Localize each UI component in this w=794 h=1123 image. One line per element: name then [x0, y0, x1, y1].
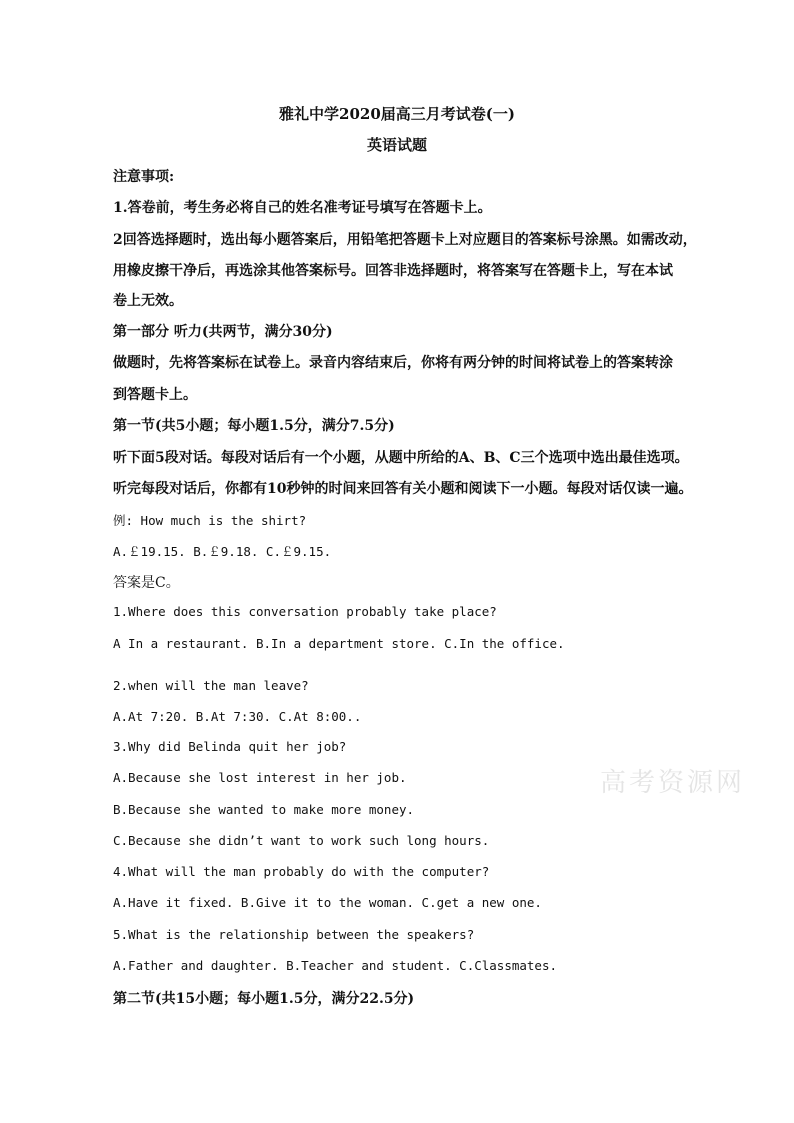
section1-heading: 第一节(共5小题；每小题1.5分，满分7.5分)	[113, 418, 395, 434]
notes-heading: 注意事项:	[113, 169, 175, 185]
exam-subtitle: 英语试题	[366, 136, 427, 154]
part1-intro-line-1: 做题时，先将答案标在试卷上。录音内容结束后，你将有两分钟的时间将试卷上的答案转涂	[113, 355, 673, 371]
watermark: 高考资源网	[600, 768, 746, 798]
question-4: 4.What will the man probably do with the computer?	[113, 864, 490, 879]
question-3-option-b: B.Because she wanted to make more money.	[113, 802, 415, 817]
notes-item-2-line-1: 2回答选择题时，选出每小题答案后，用铅笔把答题卡上对应题目的答案标号涂黑。如需改动，	[113, 232, 697, 248]
example-options: A.￡19.15. B.￡9.18. C.￡9.15.	[113, 544, 332, 559]
question-3-option-c: C.Because she didn’t want to work such long hours.	[113, 833, 490, 848]
question-3-option-a: A.Because she lost interest in her job.	[113, 770, 407, 785]
notes-item-2-line-3: 卷上无效。	[113, 293, 183, 309]
example-answer: 答案是C。	[113, 575, 180, 591]
section1-intro-line-2: 听完每段对话后，你都有10秒钟的时间来回答有关小题和阅读下一小题。每段对话仅读一遍。	[113, 481, 693, 497]
question-5: 5.What is the relationship between the speakers?	[113, 927, 475, 942]
exam-title: 雅礼中学2020届高三月考试卷(一)	[279, 105, 515, 123]
question-1-options: A In a restaurant. B.In a department store. C.In the office.	[113, 636, 565, 651]
question-2: 2.when will the man leave?	[113, 678, 309, 693]
question-4-options: A.Have it fixed. B.Give it to the woman. C.get a new one.	[113, 895, 542, 910]
part1-intro-line-2: 到答题卡上。	[113, 387, 197, 403]
example-question: 例: How much is the shirt?	[113, 513, 307, 528]
question-2-options: A.At 7:20. B.At 7:30. C.At 8:00..	[113, 709, 362, 724]
section1-intro-line-1: 听下面5段对话。每段对话后有一个小题，从题中所给的A、B、C三个选项中选出最佳选项。	[113, 450, 689, 466]
question-3: 3.Why did Belinda quit her job?	[113, 739, 347, 754]
section2-heading: 第二节(共15小题；每小题1.5分，满分22.5分)	[113, 991, 415, 1007]
notes-item-2-line-2: 用橡皮擦干净后，再选涂其他答案标号。回答非选择题时，将答案写在答题卡上，写在本试	[113, 263, 673, 279]
notes-item-1: 1.答卷前，考生务必将自己的姓名准考证号填写在答题卡上。	[113, 200, 492, 216]
question-1: 1.Where does this conversation probably take place?	[113, 604, 497, 619]
question-5-options: A.Father and daughter. B.Teacher and student. C.Classmates.	[113, 958, 558, 973]
part1-heading: 第一部分 听力(共两节，满分30分)	[113, 324, 333, 340]
